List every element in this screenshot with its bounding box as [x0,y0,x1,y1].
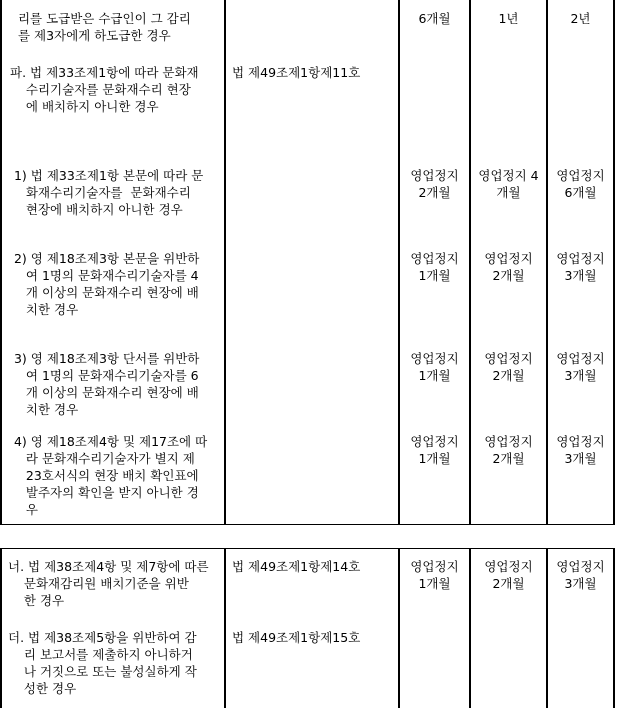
violation-text: 1) 법 제33조제1항 본문에 따라 문 화재수리기술자를 문화재수리 현장에 배치하지 아니한 경우 [13,168,204,217]
violation-text: 2) 영 제18조제3항 본문을 위반하 여 1명의 문화재수리기술자를 4 개 이상의 문화재수리 현장에 배 치한 경우 [13,251,200,317]
penalty-first: 영업정지 1개월 [410,434,459,466]
penalty-second: 영업정지 4 개월 [478,168,539,200]
penalty-first: 영업정지 1개월 [410,351,459,383]
violation-text: 너. 법 제38조제4항 및 제7항에 따른 문화재감리원 배치기준을 위반 한 경우 [8,559,209,608]
table-page-break-top [0,524,615,525]
law-reference: 법 제49조제1항제15호 [232,630,361,645]
violation-text: 4) 영 제18조제4항 및 제17조에 따 라 문화재수리기술자가 별지 제 23호서식의 현장 배치 확인표에 발주자의 확인을 받지 아니한 경 우 [13,434,208,517]
table-border-left-upper [0,0,2,524]
penalty-second: 영업정지 2개월 [484,351,533,383]
law-reference: 법 제49조제1항제14호 [232,559,361,574]
penalty-first: 영업정지 2개월 [410,168,459,200]
table-border-right-upper [613,0,615,524]
penalty-third: 영업정지 3개월 [556,251,605,283]
violation-text: 파. 법 제33조제1항에 따라 문화재 수리기술자를 문화재수리 현장 에 배치하지 아니한 경우 [10,65,199,114]
penalty-second: 영업정지 2개월 [484,434,533,466]
table-border-right-lower [613,548,615,708]
penalty-second: 영업정지 2개월 [484,251,533,283]
violation-text: 더. 법 제38조제5항을 위반하여 감 리 보고서를 제출하지 아니하거 나 거짓으로 또는 불성실하게 작 성한 경우 [8,630,197,696]
penalty-third: 영업정지 3개월 [556,434,605,466]
violation-text: 3) 영 제18조제3항 단서를 위반하 여 1명의 문화재수리기술자를 6 개 이상의 문화재수리 현장에 배 치한 경우 [13,351,200,417]
penalty-first: 영업정지 1개월 [410,559,459,591]
penalty-third: 영업정지 3개월 [556,351,605,383]
penalty-first: 영업정지 1개월 [410,251,459,283]
penalty-third: 영업정지 3개월 [556,559,605,591]
penalty-third: 2년 [570,11,591,26]
column-divider-1-lower [224,548,226,708]
violation-text: 리를 도급받은 수급인이 그 감리 를 제3자에게 하도급한 경우 [17,11,191,43]
table-border-left-lower [0,548,2,708]
penalty-second: 1년 [498,11,519,26]
table-page-break-bottom [0,548,615,549]
penalty-third: 영업정지 6개월 [556,168,605,200]
law-reference: 법 제49조제1항제11호 [232,65,361,80]
column-divider-1-upper [224,0,226,524]
penalty-second: 영업정지 2개월 [484,559,533,591]
penalty-first: 6개월 [418,11,451,26]
